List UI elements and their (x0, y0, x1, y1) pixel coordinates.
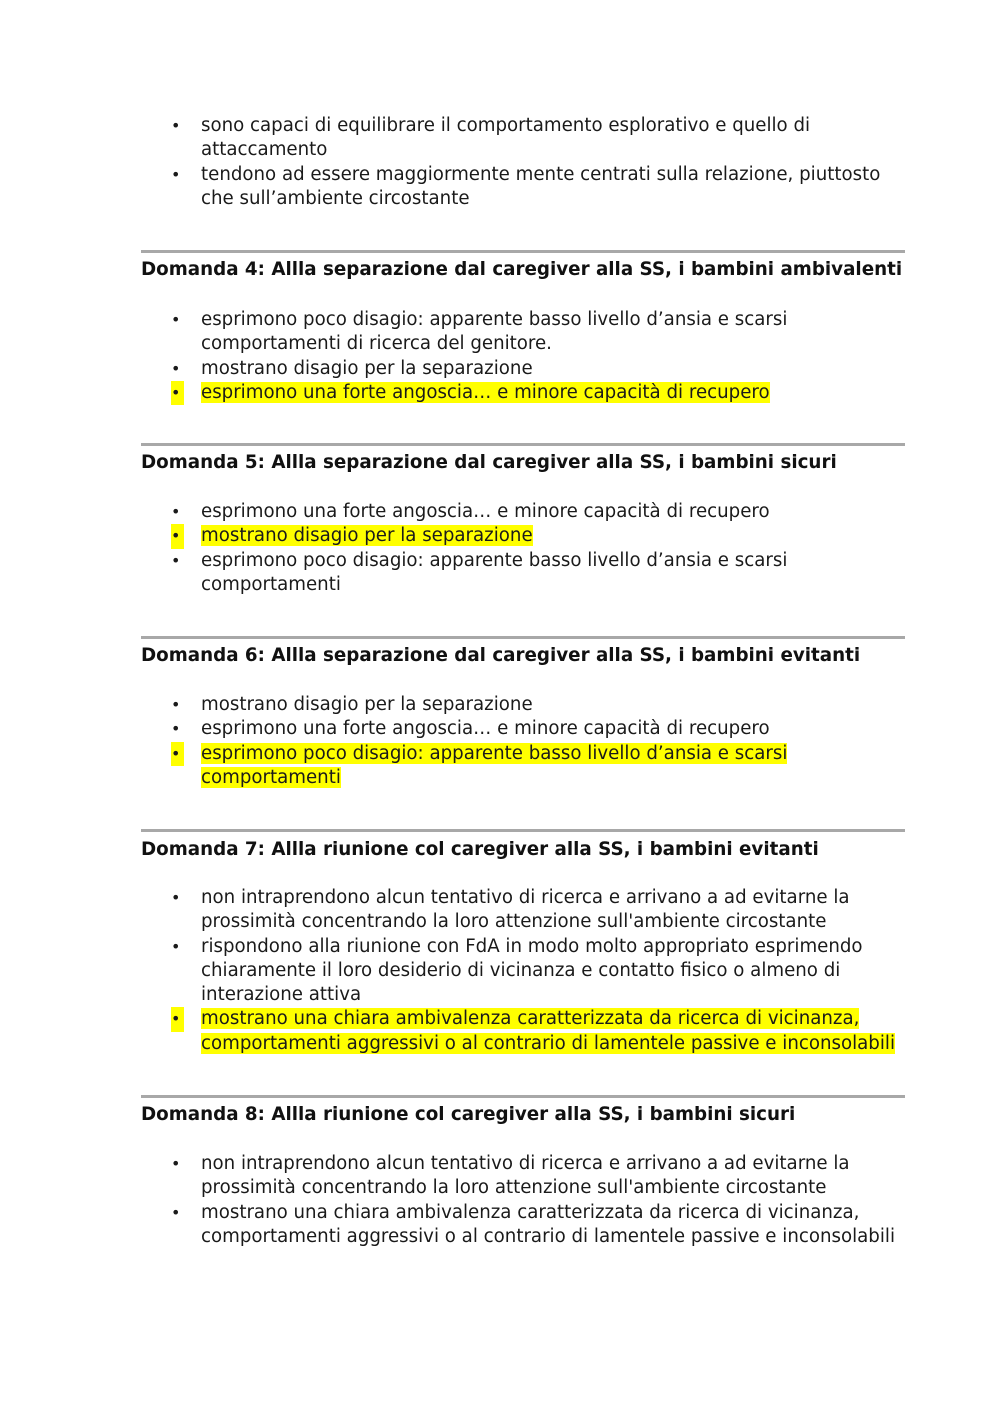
bullet-icon: • (171, 1154, 181, 1173)
answer-text: rispondono alla riunione con FdA in modo molto appropriato esprimendo chiaramente il loro desiderio di vicinanza e contatto fisico o almeno di interazione attiva (201, 935, 863, 1006)
answer-list (168, 308, 908, 405)
answer-text: esprimono poco disagio: apparente basso livello d’ansia e scarsi comportamenti (201, 742, 788, 788)
answer-item-correct (168, 742, 908, 791)
answer-list (168, 1152, 908, 1249)
answer-text: mostrano disagio per la separazione (201, 357, 533, 379)
bullet-icon: • (171, 719, 181, 739)
bullet-icon: • (171, 502, 181, 521)
section-divider (141, 636, 905, 639)
answer-text: tendono ad essere maggiormente mente centrati sulla relazione, piuttosto che sull’ambiente circostante (201, 163, 881, 209)
bullet-icon: • (171, 116, 181, 135)
answer-item (168, 114, 908, 163)
question-title: Domanda 8: Allla riunione col caregiver alla SS, i bambini sicuri (141, 1104, 796, 1125)
bullet-icon: • (171, 1202, 181, 1222)
question-title: Domanda 7: Allla riunione col caregiver alla SS, i bambini evitanti (141, 839, 819, 860)
answer-text: mostrano una chiara ambivalenza caratterizzata da ricerca di vicinanza, comportamenti aggressivi o al contrario di lamentele passive e inconsolabili (201, 1201, 896, 1247)
answer-text: non intraprendono alcun tentativo di ricerca e arrivano a ad evitarne la prossimità concentrando la loro attenzione sull'ambiente circostante (201, 887, 850, 933)
bullet-icon: • (171, 381, 184, 405)
answer-item (168, 308, 908, 357)
bullet-icon: • (171, 310, 181, 329)
answer-text: esprimono una forte angoscia… e minore capacità di recupero (201, 381, 770, 403)
answer-text: mostrano disagio per la separazione (201, 694, 533, 715)
question-title: Domanda 5: Allla separazione dal caregiver alla SS, i bambini sicuri (141, 452, 837, 473)
bullet-icon: • (171, 695, 181, 714)
section-divider (141, 250, 905, 253)
bullet-icon: • (171, 550, 181, 570)
section-divider (141, 829, 905, 832)
answer-item (168, 1152, 908, 1201)
question-title: Domanda 6: Allla separazione dal caregiver alla SS, i bambini evitanti (141, 645, 861, 666)
answer-item (168, 163, 908, 212)
answer-item (168, 693, 908, 717)
bullet-icon: • (171, 936, 181, 956)
answer-item (168, 1201, 908, 1250)
answer-list (168, 693, 908, 790)
answer-text: esprimono poco disagio: apparente basso livello d’ansia e scarsi comportamenti (201, 549, 788, 595)
answer-item-correct (168, 381, 908, 405)
answer-text: mostrano una chiara ambivalenza caratterizzata da ricerca di vicinanza, comportamenti aggressivi o al contrario di lamentele passive e inconsolabili (201, 1008, 896, 1054)
section-divider (141, 1095, 905, 1098)
section-divider (141, 443, 905, 446)
answer-text: sono capaci di equilibrare il comportamento esplorativo e quello di attaccamento (201, 115, 811, 161)
answer-item (168, 886, 908, 935)
answer-text: esprimono poco disagio: apparente basso livello d’ansia e scarsi comportamenti di ricerca del genitore. (201, 309, 788, 355)
answer-item (168, 935, 908, 1008)
answer-item-correct (168, 1007, 908, 1056)
answer-text: mostrano disagio per la separazione (201, 525, 533, 547)
answer-item-correct (168, 524, 908, 548)
answer-text: non intraprendono alcun tentativo di ricerca e arrivano a ad evitarne la prossimità concentrando la loro attenzione sull'ambiente circostante (201, 1153, 850, 1199)
answer-item (168, 717, 908, 741)
question-title: Domanda 4: Allla separazione dal caregiver alla SS, i bambini ambivalenti (141, 259, 903, 280)
answer-list (168, 500, 908, 597)
bullet-icon: • (171, 1007, 184, 1031)
answer-item (168, 357, 908, 381)
intro-answer-list (168, 114, 908, 211)
answer-item (168, 500, 908, 524)
bullet-icon: • (171, 888, 181, 907)
answer-item (168, 549, 908, 598)
answer-text: esprimono una forte angoscia… e minore capacità di recupero (201, 718, 770, 740)
bullet-icon: • (171, 358, 181, 378)
answer-text: esprimono una forte angoscia… e minore capacità di recupero (201, 501, 770, 522)
bullet-icon: • (171, 164, 181, 184)
bullet-icon: • (171, 524, 184, 548)
bullet-icon: • (171, 742, 184, 766)
answer-list (168, 886, 908, 1056)
